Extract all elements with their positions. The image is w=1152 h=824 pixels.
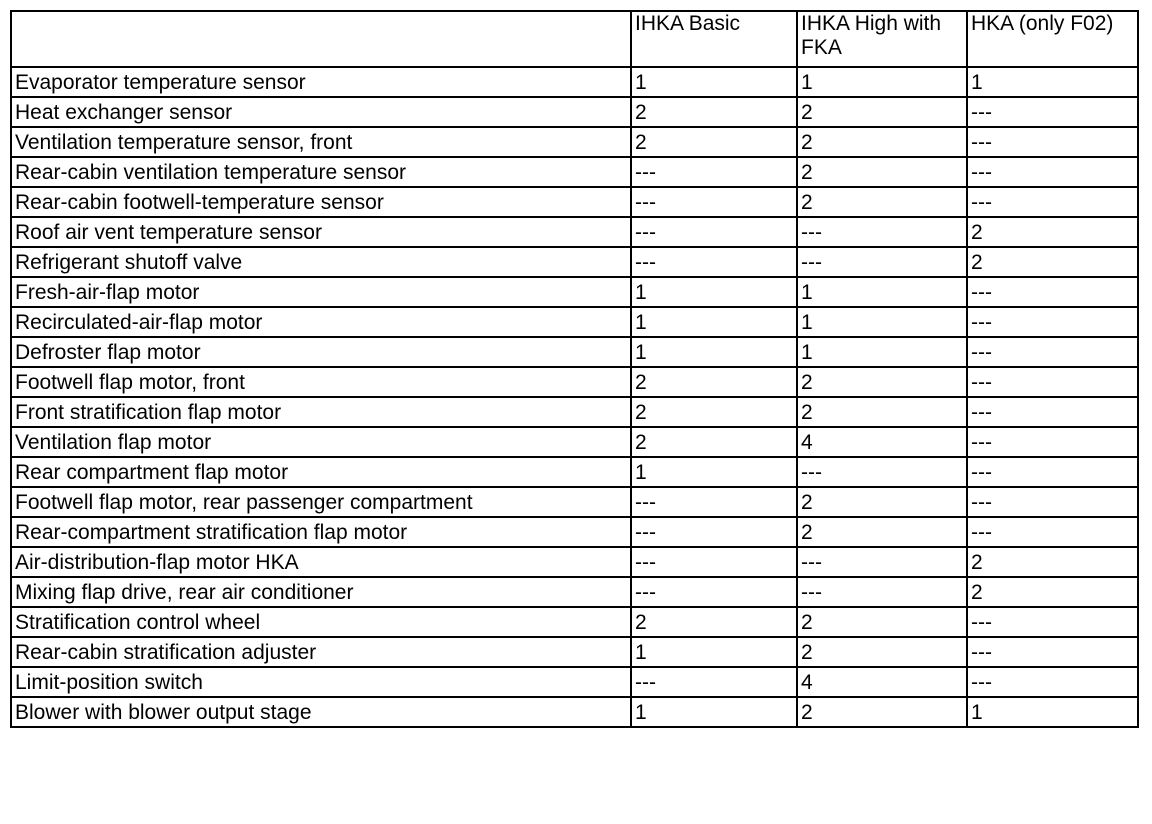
ihka-high-cell: 2 — [797, 367, 967, 397]
component-name-cell: Fresh-air-flap motor — [11, 277, 631, 307]
ihka-high-cell: --- — [797, 457, 967, 487]
table-row — [11, 577, 1138, 607]
component-name-cell: Defroster flap motor — [11, 337, 631, 367]
table-row — [11, 607, 1138, 637]
component-name-cell: Refrigerant shutoff valve — [11, 247, 631, 277]
hka-cell: --- — [967, 97, 1138, 127]
hka-cell: --- — [967, 457, 1138, 487]
ihka-basic-cell: 2 — [631, 397, 797, 427]
ihka-high-cell: --- — [797, 547, 967, 577]
component-name-cell: Ventilation flap motor — [11, 427, 631, 457]
component-name-cell: Mixing flap drive, rear air conditioner — [11, 577, 631, 607]
component-name-cell: Ventilation temperature sensor, front — [11, 127, 631, 157]
table-row — [11, 127, 1138, 157]
ihka-basic-cell: --- — [631, 667, 797, 697]
hka-cell: --- — [967, 307, 1138, 337]
ihka-high-cell: --- — [797, 217, 967, 247]
ihka-high-cell: 2 — [797, 697, 967, 727]
ihka-basic-cell: 2 — [631, 367, 797, 397]
ihka-basic-cell: --- — [631, 517, 797, 547]
ihka-basic-cell: 1 — [631, 307, 797, 337]
ihka-basic-cell: --- — [631, 187, 797, 217]
ihka-high-cell: 2 — [797, 637, 967, 667]
table-row — [11, 457, 1138, 487]
ihka-high-cell: 4 — [797, 667, 967, 697]
ihka-basic-cell: 2 — [631, 427, 797, 457]
table-row — [11, 67, 1138, 97]
table-row — [11, 547, 1138, 577]
hka-cell: --- — [967, 127, 1138, 157]
ihka-high-cell: 2 — [797, 517, 967, 547]
table-row — [11, 247, 1138, 277]
hka-cell: 2 — [967, 577, 1138, 607]
ihka-high-cell: --- — [797, 247, 967, 277]
hka-cell: --- — [967, 187, 1138, 217]
ihka-high-cell: 1 — [797, 337, 967, 367]
component-name-cell: Rear-cabin footwell-temperature sensor — [11, 187, 631, 217]
hka-cell: 2 — [967, 247, 1138, 277]
hka-cell: --- — [967, 157, 1138, 187]
component-name-cell: Front stratification flap motor — [11, 397, 631, 427]
table-row — [11, 667, 1138, 697]
table-row — [11, 277, 1138, 307]
component-name-cell: Heat exchanger sensor — [11, 97, 631, 127]
component-name-cell: Rear compartment flap motor — [11, 457, 631, 487]
hka-cell: 1 — [967, 67, 1138, 97]
table-row — [11, 217, 1138, 247]
component-name-cell: Evaporator temperature sensor — [11, 67, 631, 97]
hka-cell: --- — [967, 517, 1138, 547]
hka-cell: 1 — [967, 697, 1138, 727]
header-component — [11, 11, 631, 67]
component-name-cell: Air-distribution-flap motor HKA — [11, 547, 631, 577]
ihka-basic-cell: --- — [631, 577, 797, 607]
table-row — [11, 517, 1138, 547]
ihka-high-cell: 2 — [797, 187, 967, 217]
ihka-high-cell: 2 — [797, 157, 967, 187]
hka-cell: --- — [967, 607, 1138, 637]
ihka-basic-cell: 1 — [631, 67, 797, 97]
hka-cell: --- — [967, 487, 1138, 517]
ihka-basic-cell: --- — [631, 247, 797, 277]
component-name-cell: Stratification control wheel — [11, 607, 631, 637]
hka-cell: --- — [967, 277, 1138, 307]
ihka-basic-cell: --- — [631, 217, 797, 247]
ihka-basic-cell: 1 — [631, 337, 797, 367]
ihka-high-cell: 1 — [797, 307, 967, 337]
component-name-cell: Rear-cabin stratification adjuster — [11, 637, 631, 667]
table-row — [11, 307, 1138, 337]
component-name-cell: Rear-cabin ventilation temperature sensor — [11, 157, 631, 187]
ihka-high-cell: 2 — [797, 607, 967, 637]
ihka-high-cell: 4 — [797, 427, 967, 457]
table-row — [11, 637, 1138, 667]
table-row — [11, 697, 1138, 727]
ihka-high-cell: 2 — [797, 487, 967, 517]
ihka-basic-cell: --- — [631, 547, 797, 577]
ihka-basic-cell: 1 — [631, 457, 797, 487]
table-row — [11, 337, 1138, 367]
component-name-cell: Limit-position switch — [11, 667, 631, 697]
ihka-basic-cell: 2 — [631, 127, 797, 157]
ihka-high-cell: 2 — [797, 97, 967, 127]
component-name-cell: Rear-compartment stratification flap motor — [11, 517, 631, 547]
hka-cell: 2 — [967, 547, 1138, 577]
hka-cell: --- — [967, 637, 1138, 667]
table-row — [11, 397, 1138, 427]
ihka-basic-cell: 1 — [631, 697, 797, 727]
table-row — [11, 487, 1138, 517]
hka-cell: 2 — [967, 217, 1138, 247]
header-ihka-high: IHKA High with FKA — [797, 11, 967, 67]
table-row — [11, 427, 1138, 457]
hka-cell: --- — [967, 427, 1138, 457]
header-hka: HKA (only F02) — [967, 11, 1138, 67]
ihka-basic-cell: 2 — [631, 607, 797, 637]
ihka-basic-cell: 2 — [631, 97, 797, 127]
table-row — [11, 157, 1138, 187]
component-name-cell: Blower with blower output stage — [11, 697, 631, 727]
ihka-basic-cell: 1 — [631, 277, 797, 307]
ihka-high-cell: 2 — [797, 127, 967, 157]
component-table — [10, 10, 1139, 728]
component-name-cell: Roof air vent temperature sensor — [11, 217, 631, 247]
hka-cell: --- — [967, 337, 1138, 367]
header-ihka-basic: IHKA Basic — [631, 11, 797, 67]
hka-cell: --- — [967, 397, 1138, 427]
table-row — [11, 97, 1138, 127]
ihka-high-cell: 1 — [797, 277, 967, 307]
hka-cell: --- — [967, 367, 1138, 397]
ihka-basic-cell: --- — [631, 157, 797, 187]
ihka-high-cell: --- — [797, 577, 967, 607]
component-name-cell: Recirculated-air-flap motor — [11, 307, 631, 337]
ihka-basic-cell: 1 — [631, 637, 797, 667]
table-row — [11, 367, 1138, 397]
component-name-cell: Footwell flap motor, front — [11, 367, 631, 397]
ihka-high-cell: 2 — [797, 397, 967, 427]
ihka-basic-cell: --- — [631, 487, 797, 517]
component-name-cell: Footwell flap motor, rear passenger compartment — [11, 487, 631, 517]
hka-cell: --- — [967, 667, 1138, 697]
table-row — [11, 187, 1138, 217]
header-row — [11, 11, 1138, 67]
ihka-high-cell: 1 — [797, 67, 967, 97]
